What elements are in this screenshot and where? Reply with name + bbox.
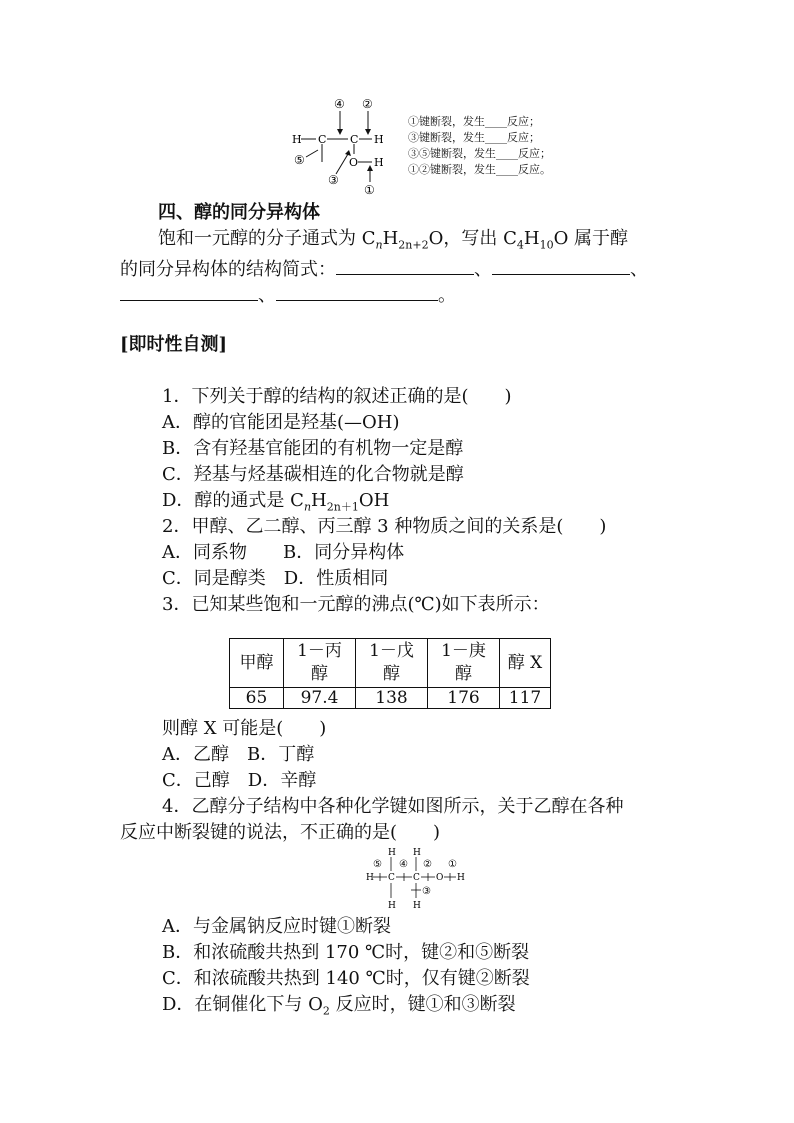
- atom-h-o: H: [457, 873, 465, 883]
- atom-c2: C: [413, 873, 420, 883]
- atom-h-bot1: H: [388, 901, 396, 910]
- ethanol-bond-diagram-q4: [366, 846, 466, 910]
- q4-stem-line1: 4．乙醇分子结构中各种化学键如图所示，关于乙醇在各种: [162, 796, 624, 817]
- sep: 、: [258, 285, 276, 306]
- atom-o: O: [349, 156, 359, 169]
- boiling-point-table: [229, 638, 551, 709]
- text: H: [382, 228, 399, 249]
- atom-h-right: H: [374, 133, 384, 146]
- marker-4: ④: [334, 97, 345, 111]
- sub: 10: [539, 238, 554, 252]
- section4-paragraph-line2: [120, 256, 648, 283]
- text: D．醇的通式是 C: [162, 490, 304, 511]
- sep: 、: [630, 259, 648, 280]
- note-2: ③键断裂，发生____反应；: [408, 131, 540, 144]
- note-3: ③⑤键断裂，发生____反应；: [408, 147, 551, 160]
- q4-stem-line2: 反应中断裂键的说法，不正确的是( ): [120, 822, 441, 843]
- section4-paragraph-line1: [158, 226, 628, 259]
- marker-2: ②: [362, 97, 373, 111]
- answer-blank-1[interactable]: [336, 256, 474, 275]
- note-1: ①键断裂，发生____反应；: [408, 115, 540, 128]
- atom-h-left: H: [366, 873, 374, 883]
- answer-blank-2[interactable]: [492, 256, 630, 275]
- sub: 2n+2: [398, 238, 429, 252]
- end: 。: [438, 285, 456, 306]
- text: H: [311, 490, 327, 511]
- section4-paragraph-line3: [120, 282, 456, 309]
- text: 反应时，键①和③断裂: [329, 994, 516, 1015]
- section4-title: 四、醇的同分异构体: [158, 202, 320, 223]
- header-text: 醇: [383, 664, 400, 684]
- q1-option-b[interactable]: B．含有羟基官能团的有机物一定是醇: [162, 438, 464, 459]
- q4-option-c[interactable]: C．和浓硫酸共热到 140 ℃时，仅有键②断裂: [162, 968, 530, 989]
- marker-2: ②: [423, 859, 432, 870]
- text: O 属于醇: [553, 228, 629, 249]
- table-cell: 138: [356, 688, 428, 709]
- q4-option-b[interactable]: B．和浓硫酸共热到 170 ℃时，键②和⑤断裂: [162, 942, 530, 963]
- sub-n: n: [375, 238, 383, 252]
- selftest-title: [即时性自测]: [120, 334, 228, 355]
- table-header-cell: [500, 639, 551, 688]
- table-header-row: [230, 639, 551, 688]
- atom-o: O: [436, 873, 444, 883]
- marker-5: ⑤: [373, 859, 382, 870]
- atom-h-o: H: [374, 156, 384, 169]
- atom-h-top2: H: [413, 848, 421, 858]
- table-cell: 176: [428, 688, 500, 709]
- answer-blank-3[interactable]: [120, 282, 258, 301]
- note-4: ①②键断裂，发生____反应。: [408, 163, 551, 176]
- marker-5: ⑤: [294, 153, 305, 167]
- header-text: 1－戊: [369, 641, 414, 661]
- table-cell: 97.4: [284, 688, 356, 709]
- header-text: 醇 X: [507, 652, 543, 673]
- q3-stem: 3．已知某些饱和一元醇的沸点(℃)如下表所示：: [162, 594, 550, 615]
- q4-option-d[interactable]: [162, 992, 516, 1025]
- marker-1: ①: [364, 183, 375, 196]
- atom-c1: C: [388, 873, 395, 883]
- text: H: [523, 228, 540, 249]
- sep: 、: [474, 259, 492, 280]
- q1-stem: 1．下列关于醇的结构的叙述正确的是( ): [162, 386, 512, 407]
- atom-h-top1: H: [388, 848, 396, 858]
- sub: 2: [322, 1004, 330, 1018]
- sub-n: n: [303, 500, 312, 514]
- text: 的同分异构体的结构简式：: [120, 259, 336, 280]
- atom-h-left: H: [292, 133, 302, 146]
- table-header-cell: [428, 639, 500, 688]
- q3-options-ab[interactable]: A．乙醇 B．丁醇: [162, 744, 315, 765]
- sub: 4: [516, 238, 524, 252]
- q2-options-cd[interactable]: C．同是醇类 D．性质相同: [162, 568, 389, 589]
- header-text: 醇: [311, 664, 328, 684]
- header-text: 1－丙: [297, 641, 342, 661]
- table-header-cell: [230, 639, 284, 688]
- text: 饱和一元醇的分子通式为 C: [158, 228, 376, 249]
- header-text: 甲醇: [239, 652, 274, 673]
- ethanol-bond-diagram-top: [288, 96, 408, 196]
- atom-c1: C: [318, 133, 327, 146]
- q1-option-c[interactable]: C．羟基与烃基碳相连的化合物就是醇: [162, 464, 464, 485]
- marker-3: ③: [328, 173, 339, 187]
- text: D．在铜催化下与 O: [162, 994, 323, 1015]
- atom-c2: C: [350, 133, 359, 146]
- marker-1: ①: [448, 859, 457, 870]
- diagram-notes: [408, 114, 551, 178]
- q3-options-cd[interactable]: C．己醇 D．辛醇: [162, 770, 317, 791]
- q2-options-ab[interactable]: A．同系物 B．同分异构体: [162, 542, 405, 563]
- atom-h-bot2: H: [413, 901, 421, 910]
- table-cell: 65: [230, 688, 284, 709]
- table-header-cell: [356, 639, 428, 688]
- header-text: 醇: [455, 664, 472, 684]
- table-header-cell: [284, 639, 356, 688]
- header-text: 1－庚: [441, 641, 486, 661]
- marker-3: ③: [422, 886, 431, 897]
- q4-option-a[interactable]: A．与金属钠反应时键①断裂: [162, 916, 391, 937]
- table-cell: 117: [500, 688, 551, 709]
- table-row: [230, 688, 551, 709]
- q3-ask: 则醇 X 可能是( ): [162, 718, 327, 739]
- q1-option-a[interactable]: A．醇的官能团是羟基(—OH): [162, 412, 400, 433]
- text: OH: [358, 490, 390, 511]
- sub: 2n＋1: [326, 500, 359, 514]
- answer-blank-4[interactable]: [276, 282, 438, 301]
- q2-stem: 2．甲醇、乙二醇、丙三醇 3 种物质之间的关系是( ): [162, 516, 607, 537]
- text: O，写出 C: [428, 228, 517, 249]
- marker-4: ④: [399, 859, 408, 870]
